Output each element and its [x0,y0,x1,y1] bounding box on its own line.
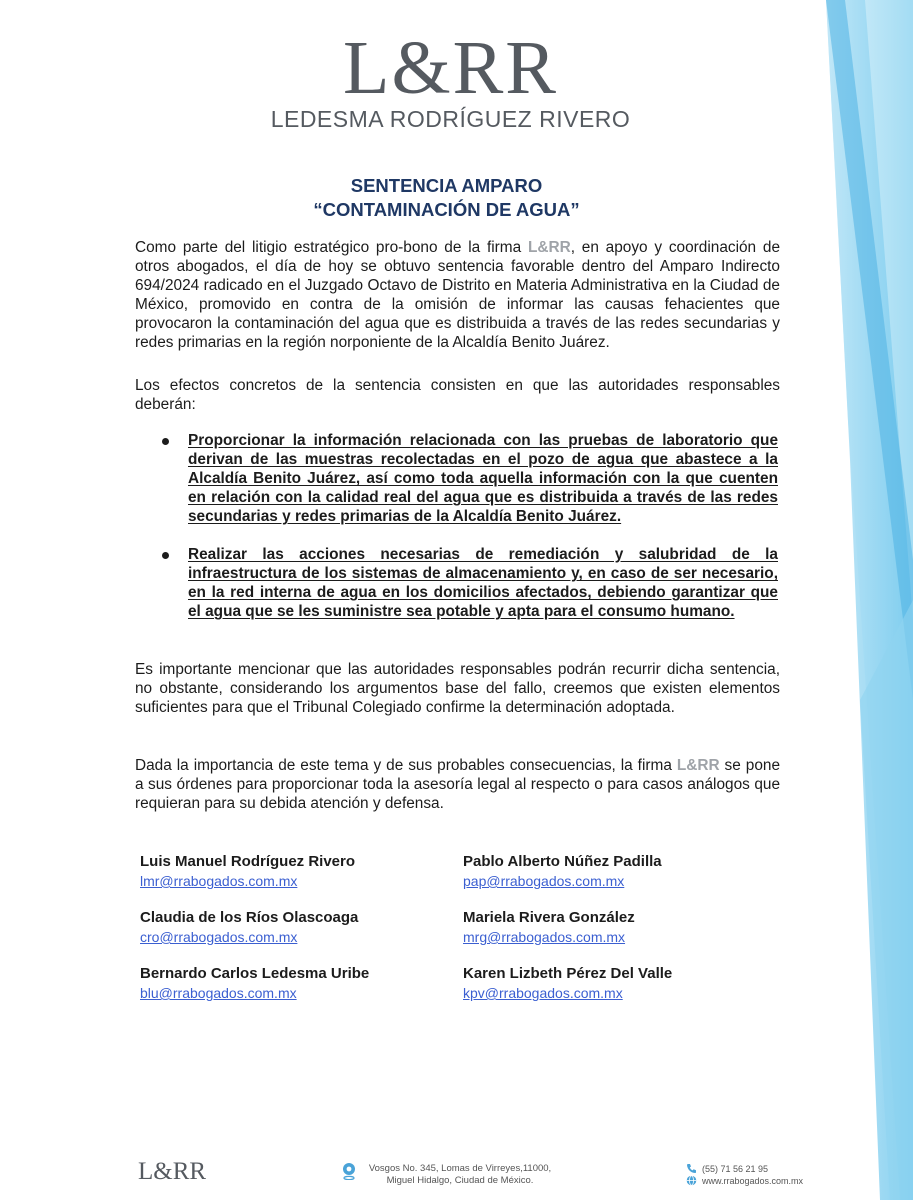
paragraph-intro-text-a: Como parte del litigio estratégico pro-bono de la firma [135,239,528,256]
footer-address-line: Miguel Hidalgo, Ciudad de México. [386,1175,534,1186]
bullet-dot [162,438,169,445]
contact-email-link[interactable]: lmr@rrabogados.com.mx [140,873,298,889]
paragraph-offer-text-a: Dada la importancia de este tema y de sus probables consecuencias, la firma [135,757,677,774]
paragraph-intro [135,238,780,352]
document-subtitle: “CONTAMINACIÓN DE AGUA” [313,199,580,220]
contact-name: Bernardo Carlos Ledesma Uribe [140,965,370,982]
bullet-dot [162,552,169,559]
contact-email-link[interactable]: blu@rrabogados.com.mx [140,985,297,1001]
contact-email-link[interactable]: kpv@rrabogados.com.mx [463,985,623,1001]
paragraph-offer [135,756,780,813]
contact-name: Mariela Rivera González [463,909,635,926]
footer-logo: L&RR [138,1158,207,1185]
footer-web-row [686,1175,803,1187]
document-title: SENTENCIA AMPARO [350,175,543,196]
footer-contact [686,1163,803,1187]
footer-website-link[interactable]: www.rrabogados.com.mx [702,1176,804,1186]
footer-address-line: Vosgos No. 345, Lomas de Virreyes,11000, [368,1163,552,1174]
globe-icon [686,1175,697,1186]
contact-email-link[interactable]: pap@rrabogados.com.mx [463,873,625,889]
firm-name: LEDESMA RODRÍGUEZ RIVERO [270,106,631,132]
paragraph-appeal: Es importante mencionar que las autoridades responsables podrán recurrir dicha sentencia, no obstante, considerando los argumentos base del fallo, creemos que existen elementos suficientes para que el Tribunal Colegiado confirme la determinación adoptada. [135,661,780,716]
brand-inline: L&RR [527,239,571,256]
firm-logo: L&RR [343,26,558,110]
paragraph-offer-text-b: se pone a sus órdenes para proporcionar toda la asesoría legal al respecto o para casos análogos que requieran para su debida atención y defensa. [135,757,781,812]
footer-phone: (55) 71 56 21 95 [702,1164,769,1174]
brand-inline: L&RR [676,757,720,774]
contact-email-link[interactable]: mrg@rrabogados.com.mx [463,929,626,945]
bullet-item-2: Realizar las acciones necesarias de remediación y salubridad de la infraestructura de los sistemas de almacenamiento y, en caso de ser necesario, en la red interna de agua en los domicilios afectados, debiendo garantizar que el agua que se les suministre sea potable y apta para el consumo humano. [188,546,778,620]
contact-name: Claudia de los Ríos Olascoaga [140,909,359,926]
phone-icon [686,1163,697,1174]
contact-name: Luis Manuel Rodríguez Rivero [140,853,356,870]
paragraph-effects: Los efectos concretos de la sentencia consisten en que las autoridades responsables deberán: [135,377,780,413]
footer-phone-row [686,1163,803,1175]
contact-email-link[interactable]: cro@rrabogados.com.mx [140,929,298,945]
contact-name: Pablo Alberto Núñez Padilla [463,853,662,870]
footer-address [345,1163,575,1187]
bullet-item-1: Proporcionar la información relacionada con las pruebas de laboratorio que derivan de las muestras recolectadas en el pozo de agua que abastece a la Alcaldía Benito Juárez, así como toda aquella información con la que cuenten en relación con la calidad real del agua que es distribuida a través de las redes secundarias y redes primarias de la Alcaldía Benito Juárez. [188,432,778,525]
paragraph-intro-text-b: , en apoyo y coordinación de otros abogados, el día de hoy se obtuvo sentencia favorable dentro del Amparo Indirecto 694/2024 radicado en el Juzgado Octavo de Distrito en Materia Administrativa en la Ciudad de México, promovido en contra de la omisión de informar las causas fehacientes que provocaron la contaminación del agua que es distribuida a través de las redes secundarias y redes primarias en la región norponiente de la Alcaldía Benito Juárez. [135,239,781,351]
contact-name: Karen Lizbeth Pérez Del Valle [463,965,673,982]
